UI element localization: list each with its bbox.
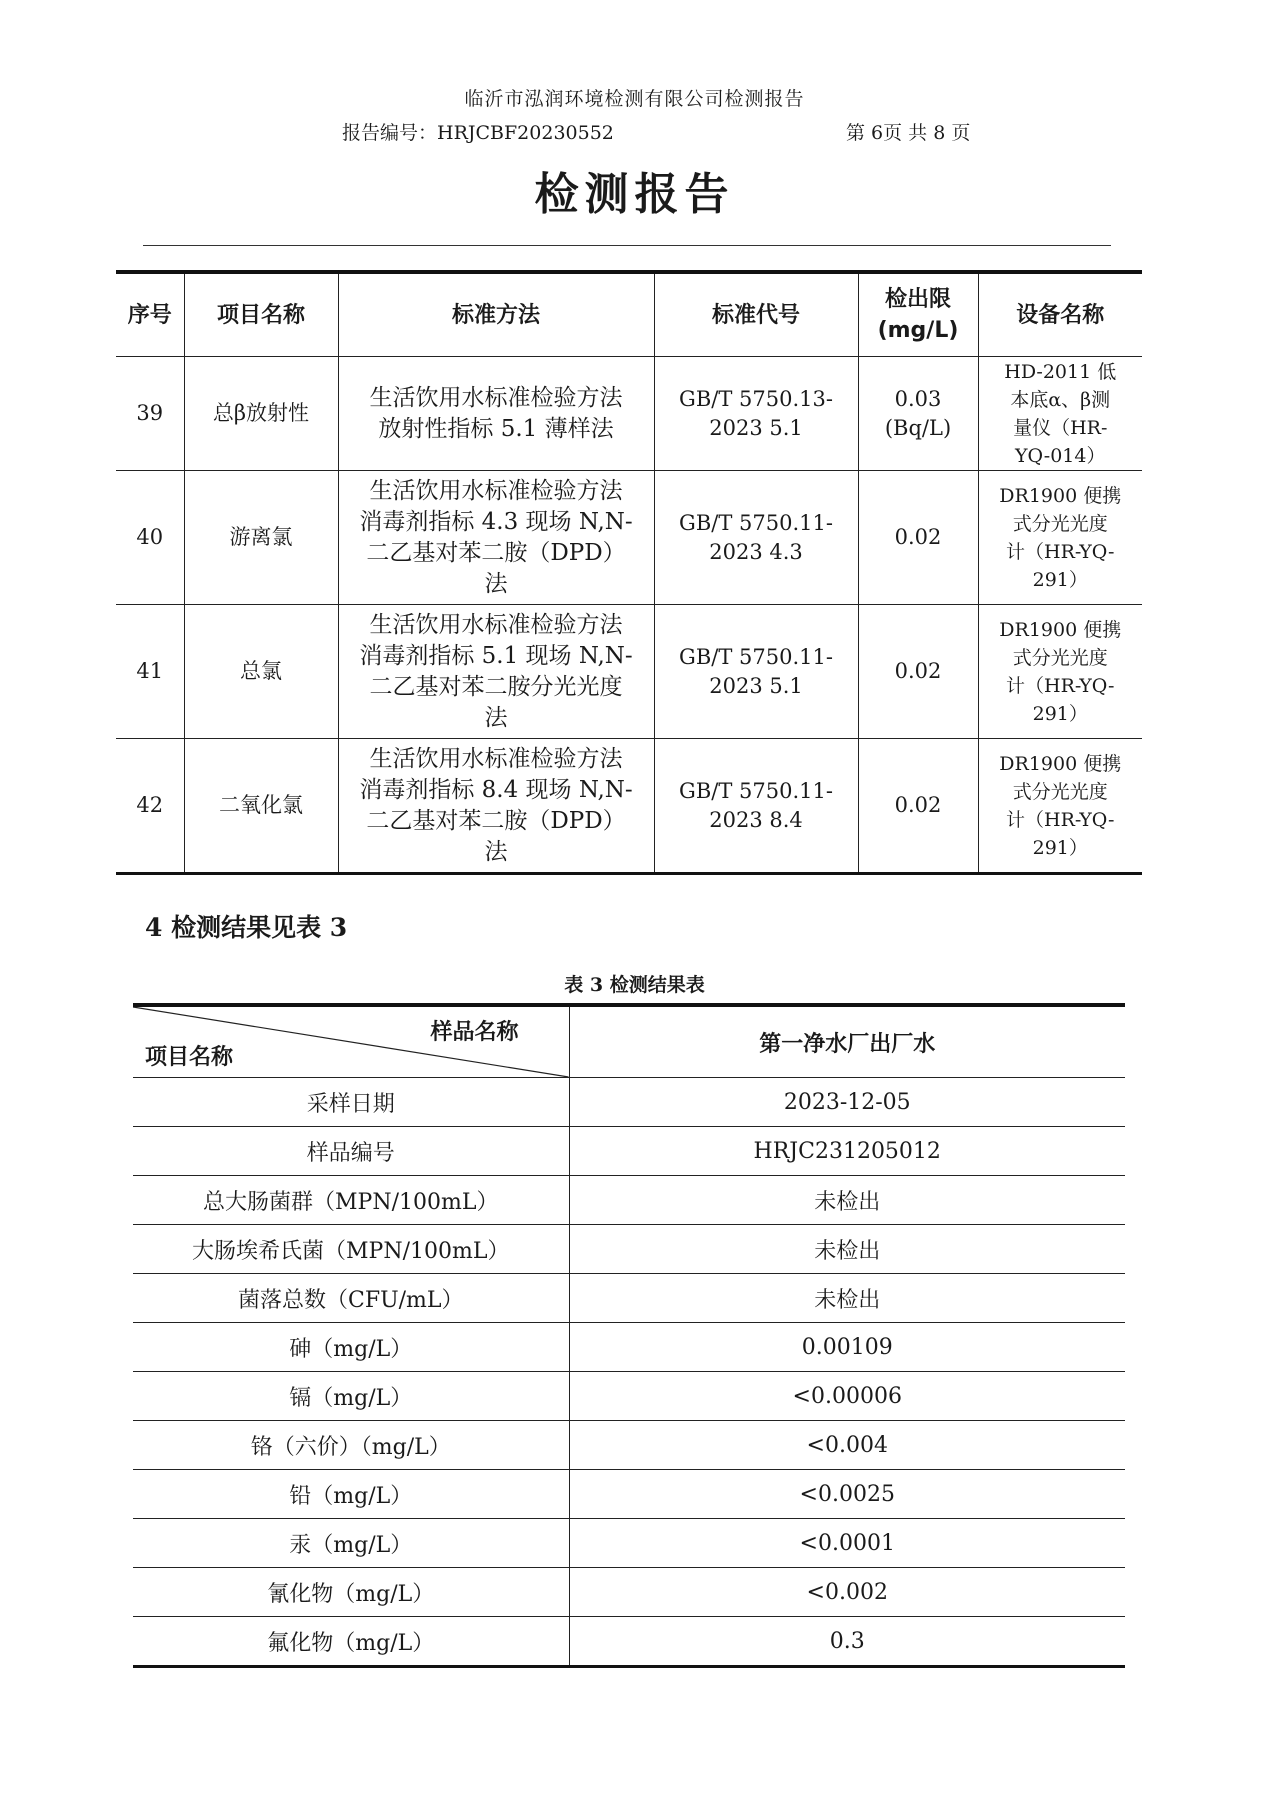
sample-name: 第一净水厂出厂水 (569, 1005, 1125, 1078)
result-value: <0.002 (569, 1568, 1125, 1617)
table-row (133, 1225, 1125, 1274)
result-item: 汞（mg/L） (133, 1519, 569, 1568)
equipment-line: 式分光光度 (1012, 646, 1108, 669)
table-caption: 表 3 检测结果表 (564, 974, 705, 996)
method-line: 二乙基对苯二胺（DPD） (366, 807, 626, 834)
result-value: <0.0025 (569, 1470, 1125, 1519)
method-line: 生活饮用水标准检验方法 (369, 745, 623, 772)
equipment-line: DR1900 便携 (999, 752, 1122, 775)
item-name: 游离氯 (184, 471, 338, 605)
result-value: <0.0001 (569, 1519, 1125, 1568)
equipment-line: 本底α、β测 (1010, 388, 1111, 411)
page-title: 检测报告 (534, 169, 735, 220)
result-value: 0.00109 (569, 1323, 1125, 1372)
table-row (116, 605, 1142, 739)
col-header-limit-line1: 检出限 (884, 287, 951, 312)
item-name: 二氧化氯 (184, 739, 338, 874)
result-value: 0.3 (569, 1617, 1125, 1667)
section-heading: 4 检测结果见表 3 (145, 913, 348, 942)
table-row (133, 1078, 1125, 1127)
table-row (133, 1519, 1125, 1568)
code-line: GB/T 5750.11- (679, 778, 833, 803)
code-line: 2023 5.1 (709, 673, 803, 698)
equipment-line: DR1900 便携 (999, 618, 1122, 641)
result-value: <0.004 (569, 1421, 1125, 1470)
method-line: 二乙基对苯二胺（DPD） (366, 539, 626, 566)
method-line: 消毒剂指标 4.3 现场 N,N- (359, 508, 633, 535)
equipment-line: HD-2011 低 (1004, 360, 1117, 383)
equipment-line: 量仪（HR- (1013, 416, 1108, 439)
equipment-line: YQ-014） (1014, 444, 1106, 467)
standard-code (654, 605, 858, 739)
report-number: 报告编号：HRJCBF20230552 (342, 122, 614, 144)
method-line: 法 (484, 838, 508, 865)
table-row (133, 1176, 1125, 1225)
method-line: 生活饮用水标准检验方法 (369, 611, 623, 638)
code-line: 2023 4.3 (709, 539, 803, 564)
equipment-line: 291） (1032, 836, 1088, 859)
detection-limit: 0.02 (858, 471, 978, 605)
result-item: 大肠埃希氏菌（MPN/100mL） (133, 1225, 569, 1274)
standard-method (338, 357, 654, 471)
equipment-line: 式分光光度 (1012, 512, 1108, 535)
code-line: GB/T 5750.13- (679, 386, 833, 411)
method-line: 放射性指标 5.1 薄样法 (378, 415, 614, 442)
title-divider (143, 245, 1111, 246)
method-line: 消毒剂指标 8.4 现场 N,N- (359, 776, 633, 803)
method-line: 二乙基对苯二胺分光光度 (369, 673, 623, 700)
detection-limit: 0.02 (858, 605, 978, 739)
result-value: <0.00006 (569, 1372, 1125, 1421)
equipment-name (978, 471, 1142, 605)
standard-code (654, 739, 858, 874)
result-table-header (133, 1005, 1125, 1078)
standard-code (654, 357, 858, 471)
table-row (133, 1274, 1125, 1323)
result-item: 铅（mg/L） (133, 1470, 569, 1519)
item-name: 总β放射性 (184, 357, 338, 471)
method-table (116, 270, 1142, 875)
sample-name-label: 样品名称 (430, 1020, 519, 1045)
method-table-header (116, 272, 1142, 357)
equipment-line: 291） (1032, 702, 1088, 725)
table-row (133, 1127, 1125, 1176)
result-value: 未检出 (569, 1225, 1125, 1274)
standard-method (338, 739, 654, 874)
result-value: 未检出 (569, 1274, 1125, 1323)
col-header-no: 序号 (116, 272, 184, 357)
equipment-line: 291） (1032, 568, 1088, 591)
detection-limit: 0.02 (858, 739, 978, 874)
result-item: 氰化物（mg/L） (133, 1568, 569, 1617)
equipment-name (978, 357, 1142, 471)
method-line: 消毒剂指标 5.1 现场 N,N- (359, 642, 633, 669)
table-row (116, 739, 1142, 874)
result-value: 未检出 (569, 1176, 1125, 1225)
result-item: 镉（mg/L） (133, 1372, 569, 1421)
method-line: 生活饮用水标准检验方法 (369, 477, 623, 504)
equipment-name (978, 605, 1142, 739)
result-item: 铬（六价）（mg/L） (133, 1421, 569, 1470)
row-number: 40 (116, 471, 184, 605)
result-table (133, 1003, 1125, 1668)
table-row (116, 357, 1142, 471)
result-item: 菌落总数（CFU/mL） (133, 1274, 569, 1323)
result-value: 2023-12-05 (569, 1078, 1125, 1127)
table-row (133, 1568, 1125, 1617)
standard-method (338, 605, 654, 739)
limit-value: 0.03 (894, 386, 942, 411)
method-line: 法 (484, 570, 508, 597)
result-value: HRJC231205012 (569, 1127, 1125, 1176)
col-header-limit (858, 272, 978, 357)
detection-limit (858, 357, 978, 471)
result-item: 采样日期 (133, 1078, 569, 1127)
result-item: 样品编号 (133, 1127, 569, 1176)
col-header-equipment: 设备名称 (978, 272, 1142, 357)
limit-unit: (Bq/L) (884, 415, 952, 440)
code-line: 2023 8.4 (709, 807, 803, 832)
result-item: 总大肠菌群（MPN/100mL） (133, 1176, 569, 1225)
equipment-line: 计（HR-YQ- (1006, 674, 1115, 697)
equipment-name (978, 739, 1142, 874)
item-name-label: 项目名称 (145, 1045, 234, 1070)
standard-method (338, 471, 654, 605)
result-item: 氟化物（mg/L） (133, 1617, 569, 1667)
table-row (133, 1617, 1125, 1667)
col-header-code: 标准代号 (654, 272, 858, 357)
code-line: GB/T 5750.11- (679, 644, 833, 669)
equipment-line: 式分光光度 (1012, 780, 1108, 803)
table-row (133, 1421, 1125, 1470)
table-row (133, 1470, 1125, 1519)
table-row (133, 1323, 1125, 1372)
report-company-header: 临沂市泓润环境检测有限公司检测报告 (464, 88, 805, 110)
standard-code (654, 471, 858, 605)
equipment-line: DR1900 便携 (999, 484, 1122, 507)
method-line: 生活饮用水标准检验方法 (369, 384, 623, 411)
row-number: 41 (116, 605, 184, 739)
code-line: 2023 5.1 (709, 415, 803, 440)
diagonal-header-cell (133, 1005, 569, 1078)
row-number: 39 (116, 357, 184, 471)
result-item: 砷（mg/L） (133, 1323, 569, 1372)
table-row (133, 1372, 1125, 1421)
code-line: GB/T 5750.11- (679, 510, 833, 535)
table-row (116, 471, 1142, 605)
col-header-method: 标准方法 (338, 272, 654, 357)
col-header-limit-unit: (mg/L) (877, 318, 959, 343)
equipment-line: 计（HR-YQ- (1006, 808, 1115, 831)
col-header-item: 项目名称 (184, 272, 338, 357)
equipment-line: 计（HR-YQ- (1006, 540, 1115, 563)
row-number: 42 (116, 739, 184, 874)
page-number: 第 6页 共 8 页 (846, 122, 971, 144)
item-name: 总氯 (184, 605, 338, 739)
method-line: 法 (484, 704, 508, 731)
